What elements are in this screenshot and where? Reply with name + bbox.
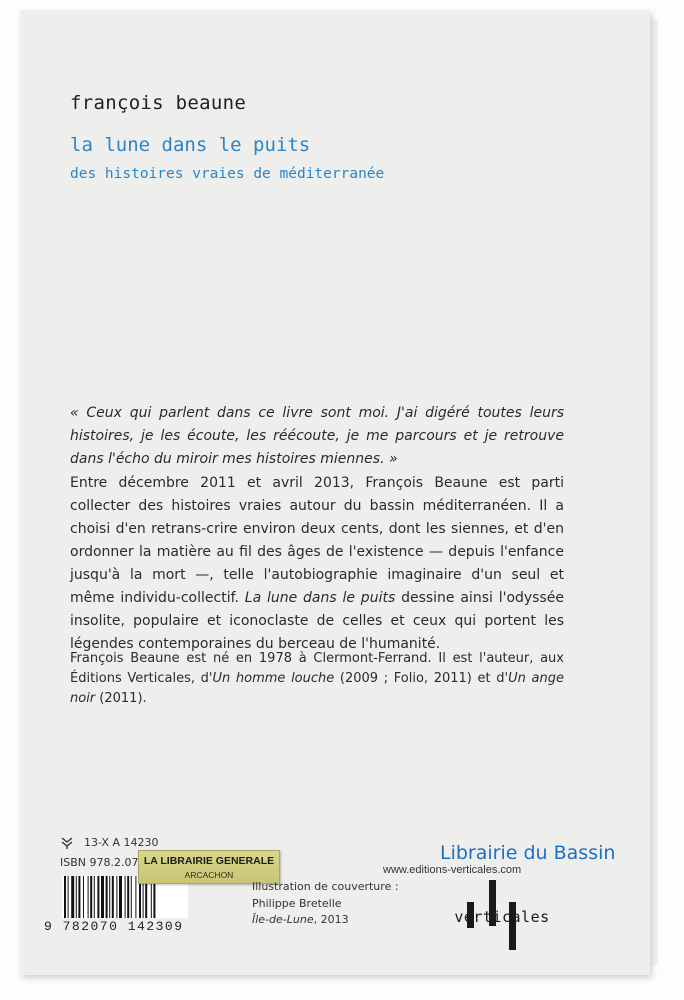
bio-book-1: Un homme louche	[212, 671, 335, 686]
credit-work-title: Île-de-Lune	[252, 913, 314, 926]
barcode-bar	[78, 876, 80, 918]
blurb-paragraph-summary	[70, 472, 564, 656]
sticker-shop-name: LA LIBRAIRIE GENERALE	[143, 855, 275, 867]
cover-edge	[650, 20, 658, 965]
book-subtitle: des histoires vraies de méditerranée	[70, 166, 385, 182]
shop-watermark: Librairie du Bassin	[440, 842, 616, 864]
barcode-bar	[71, 876, 74, 918]
bio-text-b: (2009 ; Folio, 2011) et d'	[334, 671, 509, 686]
summary-book-title: La lune dans le puits	[244, 590, 396, 606]
sticker-shop-city: ARCACHON	[184, 870, 234, 880]
barcode-bar	[97, 876, 99, 918]
book-title: la lune dans le puits	[70, 134, 311, 156]
barcode-bar	[88, 876, 89, 918]
publisher-logo-text: verticales	[454, 908, 550, 926]
barcode-bar	[131, 876, 132, 918]
stock-code: 13-X A 14230	[84, 836, 159, 849]
summary-text-end: dessine ainsi l'odyssée insolite, populaire et iconoclaste de celles et ceux qui portent les légendes contemporaines du berceau de l'humanité.	[70, 590, 564, 652]
barcode-bar	[68, 876, 69, 918]
bio-text-c: (2011).	[95, 691, 147, 706]
isbn: ISBN 978.2.07	[60, 856, 139, 869]
barcode-bar	[119, 876, 122, 918]
publisher-website: www.editions-verticales.com	[383, 864, 522, 876]
stock-code-icon	[60, 836, 74, 850]
bio-text-a: François Beaune est né en 1978 à Clermont-Ferrand. Il est l'auteur, aux Éditions Verticales, d'	[70, 651, 564, 686]
barcode-bar	[116, 876, 117, 918]
blurb-quote: « Ceux qui parlent dans ce livre sont moi. J'ai digéré toutes leurs histoires, je les écoute, les réécoute, je me parcours et je retrouve dans l'écho du miroir mes histoires miennes. »	[70, 405, 564, 467]
barcode-bar	[127, 876, 129, 918]
barcode-bar	[76, 876, 77, 918]
barcode-bar	[135, 876, 136, 918]
barcode-bar	[90, 876, 92, 918]
barcode-digits: 9 782070 142309	[44, 919, 184, 934]
publisher-logo	[447, 880, 557, 950]
barcode-bar	[106, 876, 108, 918]
barcode-bar	[109, 876, 110, 918]
credit-work-year: , 2013	[313, 913, 349, 926]
barcode-bar	[101, 876, 104, 918]
author-name: françois beaune	[70, 92, 247, 114]
barcode-bar	[94, 876, 95, 918]
bookshop-price-sticker	[138, 850, 280, 884]
summary-text-start: Entre décembre 2011 et avril 2013, François Beaune est parti collecter des histoires vraies autour du bassin méditerranéen. Il a choisi d'en retrans-crire environ deux cents, dont les siennes, et d'en ordonner la matière au fil des âges de l'existence — depuis l'enfance jusqu'à la mort —, telle l'autobiographie imaginaire d'un seul et même individu-collectif.	[70, 475, 564, 606]
barcode-bar	[83, 876, 84, 918]
blurb-paragraph-bio	[70, 649, 564, 709]
cover-credit-label: Illustration de couverture :	[252, 880, 399, 893]
bio-book-2: Un ange noir	[70, 671, 564, 706]
barcode-bar	[112, 876, 114, 918]
barcode-bar	[64, 876, 66, 918]
cover-credit-name: Philippe Bretelle	[252, 897, 342, 910]
barcode-bar	[125, 876, 126, 918]
cover-credit-work	[252, 913, 349, 926]
